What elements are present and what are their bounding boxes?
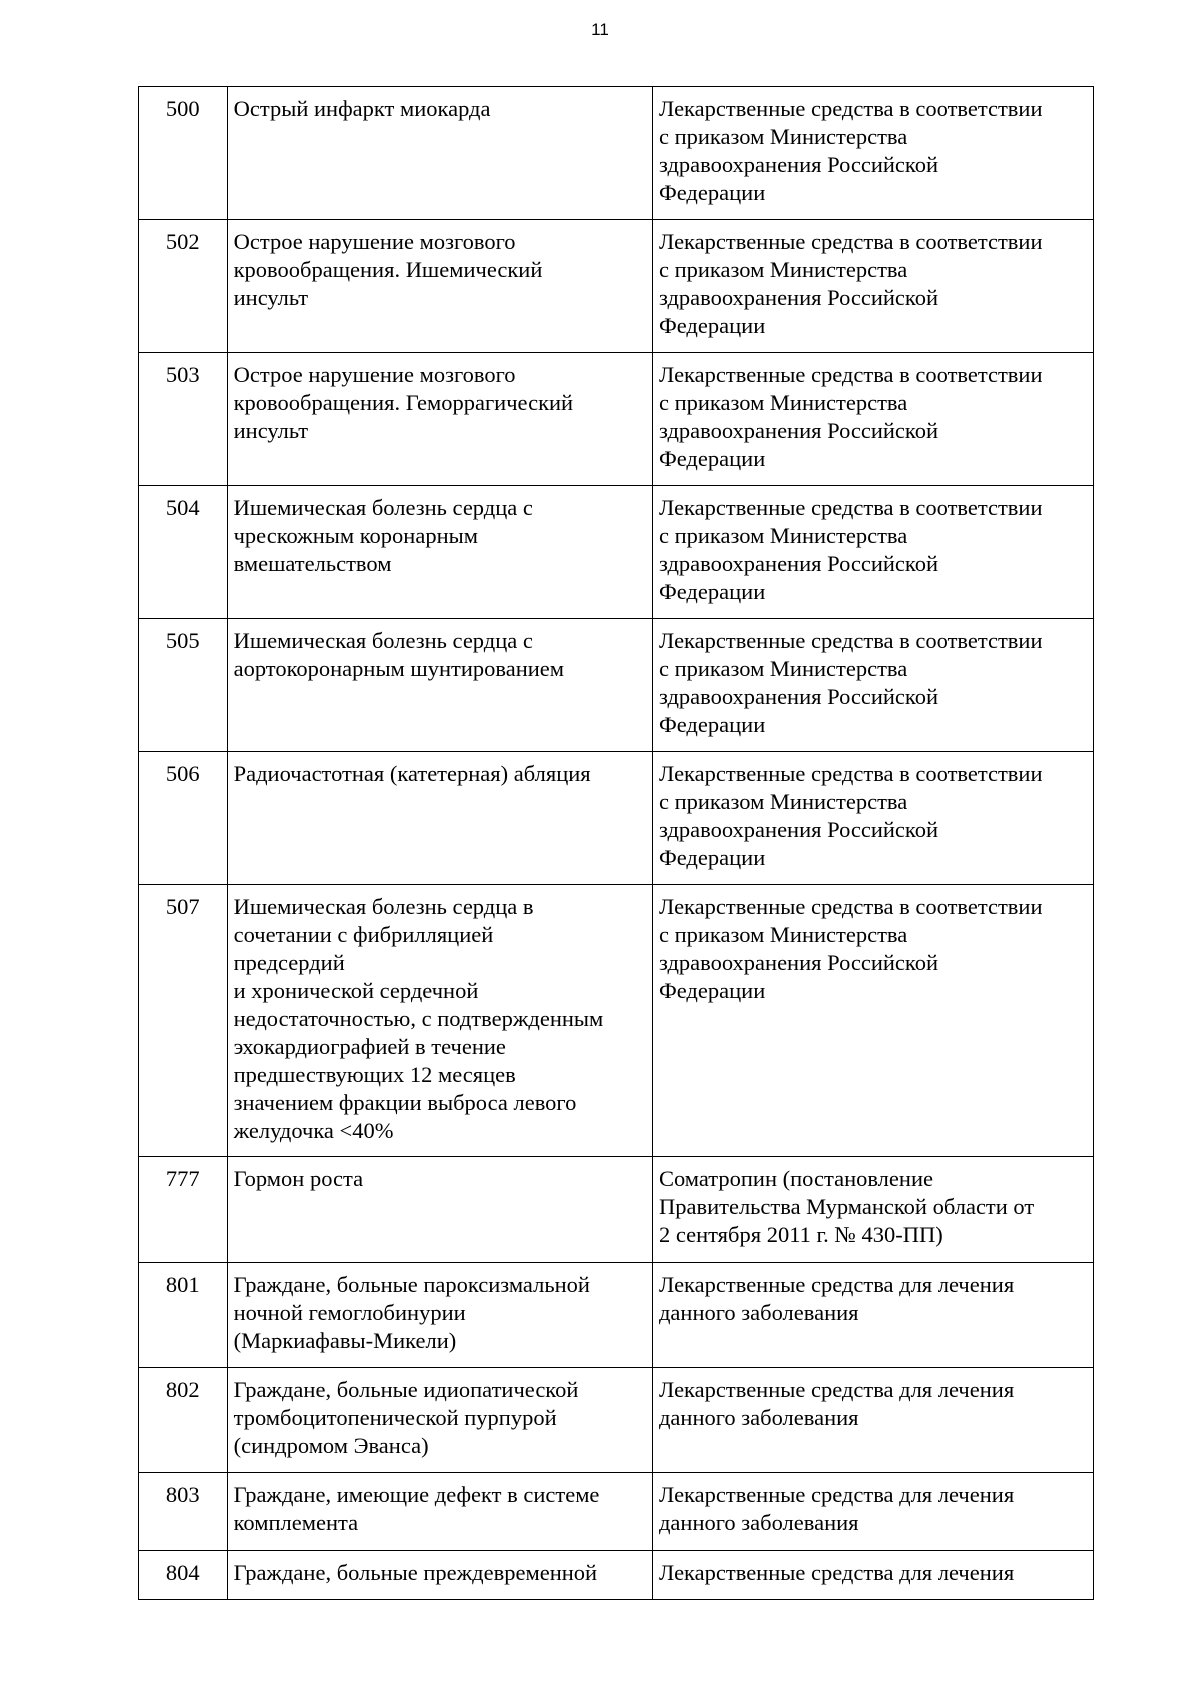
row-diagnosis [227, 752, 652, 885]
row-code: 502 [139, 220, 228, 353]
table-row [139, 752, 1094, 885]
drugs-text: Лекарственные средства в соответствии с приказом Министерства здравоохранения Российской Федерации [658, 894, 1043, 1003]
diagnosis-text: Граждане, больные пароксизмальной ночной гемоглобинурии (Маркиафавы-Микели) [233, 1272, 590, 1353]
row-diagnosis [227, 619, 652, 752]
drugs-text: Лекарственные средства для лечения данного заболевания [658, 1482, 1015, 1535]
table-row [139, 1368, 1094, 1473]
page-number: 11 [591, 20, 609, 39]
diagnosis-text: Ишемическая болезнь сердца в сочетании с фибрилляцией предсердий и хронической сердечной недостаточностью, с подтвержденным эхокардиографией в течение предшествующих 12 месяцев значением фракции выброса левого желудочка <40% [233, 894, 604, 1143]
row-drugs [652, 87, 1093, 220]
diagnosis-text: Острый инфаркт миокарда [233, 96, 491, 121]
table-row [139, 1473, 1094, 1551]
row-drugs [652, 353, 1093, 486]
diagnosis-text: Острое нарушение мозгового кровообращения. Ишемический инсульт [233, 229, 543, 310]
table-row [139, 353, 1094, 486]
table-row [139, 87, 1094, 220]
row-code: 507 [139, 885, 228, 1157]
drugs-text: Лекарственные средства в соответствии с приказом Министерства здравоохранения Российской Федерации [658, 362, 1043, 471]
diagnosis-text: Граждане, имеющие дефект в системе комплемента [233, 1482, 600, 1535]
row-code: 804 [139, 1551, 228, 1600]
row-code: 803 [139, 1473, 228, 1551]
row-code: 802 [139, 1368, 228, 1473]
row-code: 777 [139, 1157, 228, 1263]
row-diagnosis [227, 885, 652, 1157]
table-body [139, 87, 1094, 1600]
row-drugs [652, 486, 1093, 619]
drugs-text: Лекарственные средства в соответствии с приказом Министерства здравоохранения Российской Федерации [658, 96, 1043, 205]
drugs-text: Лекарственные средства в соответствии с приказом Министерства здравоохранения Российской Федерации [658, 761, 1043, 870]
diagnosis-text: Граждане, больные преждевременной [233, 1560, 598, 1585]
row-drugs [652, 1157, 1093, 1263]
drugs-text: Лекарственные средства в соответствии с приказом Министерства здравоохранения Российской Федерации [658, 628, 1043, 737]
table-row [139, 619, 1094, 752]
row-code: 500 [139, 87, 228, 220]
drugs-text: Соматропин (постановление Правительства Мурманской области от 2 сентября 2011 г. № 430-ПП) [658, 1166, 1035, 1247]
table-row [139, 486, 1094, 619]
row-code: 504 [139, 486, 228, 619]
row-drugs [652, 1368, 1093, 1473]
drugs-text: Лекарственные средства в соответствии с приказом Министерства здравоохранения Российской Федерации [658, 229, 1043, 338]
drugs-text: Лекарственные средства для лечения данного заболевания [658, 1272, 1015, 1325]
table-row [139, 1551, 1094, 1600]
table-row [139, 1263, 1094, 1368]
row-drugs [652, 619, 1093, 752]
table-row [139, 885, 1094, 1157]
diagnosis-text: Гормон роста [233, 1166, 364, 1191]
drugs-text: Лекарственные средства в соответствии с приказом Министерства здравоохранения Российской Федерации [658, 495, 1043, 604]
row-drugs [652, 752, 1093, 885]
row-code: 506 [139, 752, 228, 885]
row-drugs [652, 1263, 1093, 1368]
diagnosis-text: Острое нарушение мозгового кровообращения. Геморрагический инсульт [233, 362, 574, 443]
diagnosis-text: Радиочастотная (катетерная) абляция [233, 761, 591, 786]
row-diagnosis [227, 220, 652, 353]
table-row [139, 220, 1094, 353]
row-drugs [652, 885, 1093, 1157]
diagnosis-text: Ишемическая болезнь сердца с аортокоронарным шунтированием [233, 628, 565, 681]
row-diagnosis [227, 486, 652, 619]
diagnosis-text: Граждане, больные идиопатической тромбоцитопенической пурпурой (синдромом Эванса) [233, 1377, 579, 1458]
row-diagnosis [227, 1473, 652, 1551]
row-diagnosis [227, 1157, 652, 1263]
table-row [139, 1157, 1094, 1263]
drugs-text: Лекарственные средства для лечения [658, 1560, 1015, 1585]
diagnosis-text: Ишемическая болезнь сердца с чрескожным коронарным вмешательством [233, 495, 533, 576]
row-diagnosis [227, 1551, 652, 1600]
row-diagnosis [227, 1263, 652, 1368]
row-code: 801 [139, 1263, 228, 1368]
drugs-text: Лекарственные средства для лечения данного заболевания [658, 1377, 1015, 1430]
drug-table [138, 86, 1094, 1600]
row-diagnosis [227, 1368, 652, 1473]
row-drugs [652, 220, 1093, 353]
row-diagnosis [227, 87, 652, 220]
row-code: 503 [139, 353, 228, 486]
row-drugs [652, 1551, 1093, 1600]
row-code: 505 [139, 619, 228, 752]
row-drugs [652, 1473, 1093, 1551]
row-diagnosis [227, 353, 652, 486]
